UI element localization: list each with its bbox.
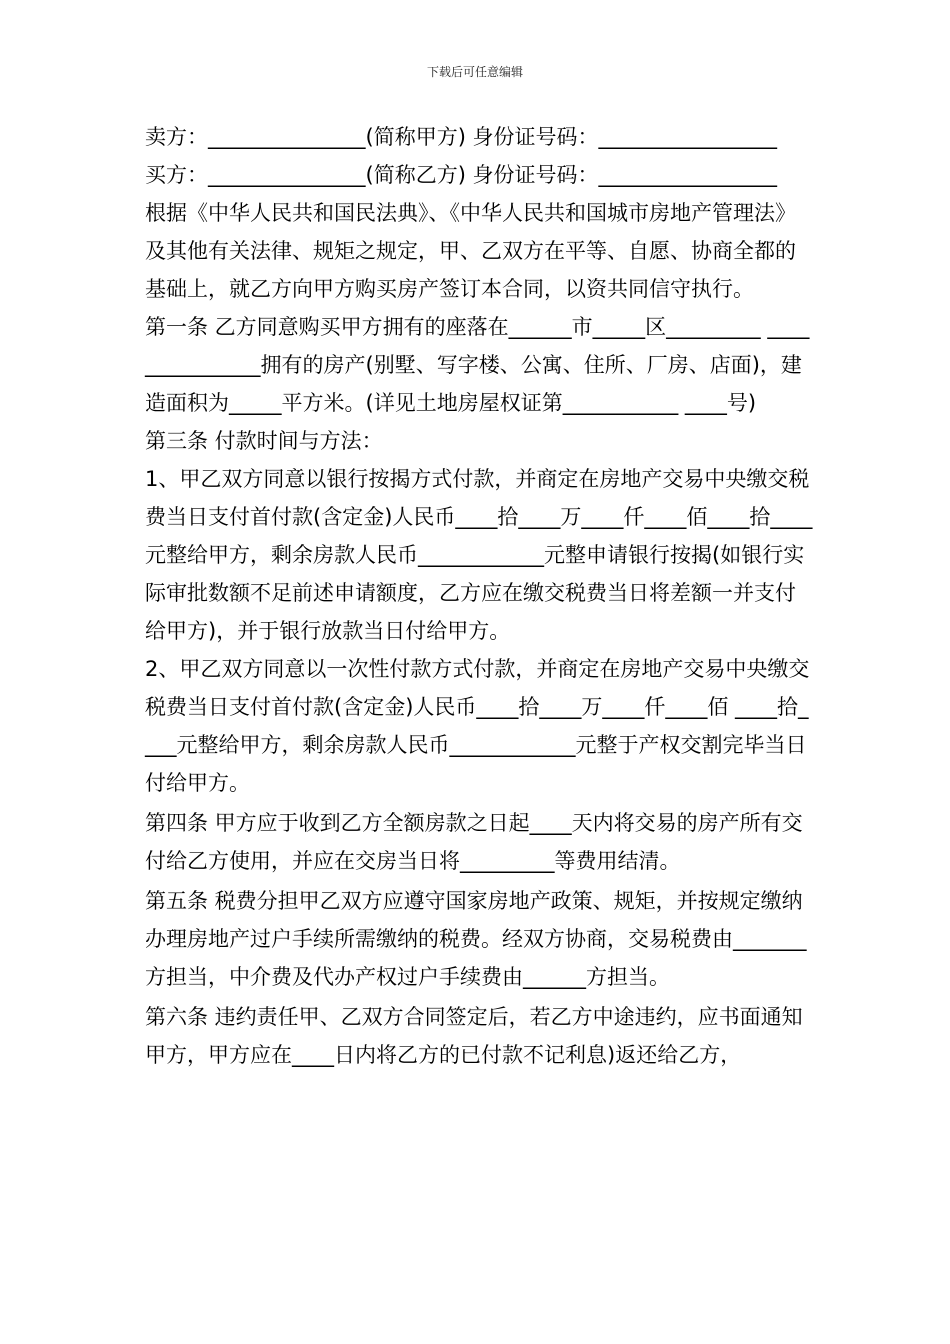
article-6: 第六条 违约责任甲、乙双方合同签定后，若乙方中途违约，应书面通知甲方，甲方应在____日内将乙方的已付款不记利息)返还给乙方， [145,1005,803,1067]
article-1: 第一条 乙方同意购买甲方拥有的座落在______市_____区_________ _______________拥有的房产(别墅、写字楼、公寓、住所、厂房、店面)，建造面积为_____平方米。(详见土地房屋权证第___________ ____号) [145,315,810,415]
article-4: 第四条 甲方应于收到乙方全额房款之日起____天内将交易的房产所有交付给乙方使用，并应在交房当日将_________等费用结清。 [145,811,803,873]
article-3-item-1: 1、甲乙双方同意以银行按揭方式付款，并商定在房地产交易中央缴交税费当日支付首付款(含定金)人民币____拾____万____仟____佰____拾____元整给甲方，剩余房款人民币____________元整申请银行按揭(如银行实际审批数额不足前述申请额度，乙方应在缴交税费当日将差额一并支付给甲方)，并于银行放款当日付给甲方。 [145,467,813,643]
buyer-line: 买方：_______________(简称乙方) 身份证号码：_________________ [145,163,778,187]
contract-body [145,118,815,1074]
article-3-item-2: 2、甲乙双方同意以一次性付款方式付款，并商定在房地产交易中央缴交税费当日支付首付款(含定金)人民币____拾____万____仟____佰 ____拾____元整给甲方，剩余房款人民币____________元整于产权交割完毕当日付给甲方。 [145,657,810,795]
preamble-paragraph: 根据《中华人民共和国民法典》、《中华人民共和国城市房地产管理法》及其他有关法律、规矩之规定，甲、乙双方在平等、自愿、协商全都的基础上，就乙方向甲方购买房产签订本合同，以资共同信守执行。 [145,201,796,301]
article-3-title: 第三条 付款时间与方法： [145,429,383,453]
page-header: 下载后可任意编辑 [426,65,523,79]
article-5: 第五条 税费分担甲乙双方应遵守国家房地产政策、规矩，并按规定缴纳办理房地产过户手续所需缴纳的税费。经双方协商，交易税费由_______方担当，中介费及代办产权过户手续费由______方担当。 [145,889,807,989]
seller-line: 卖方：_______________(简称甲方) 身份证号码：_________________ [145,125,778,149]
